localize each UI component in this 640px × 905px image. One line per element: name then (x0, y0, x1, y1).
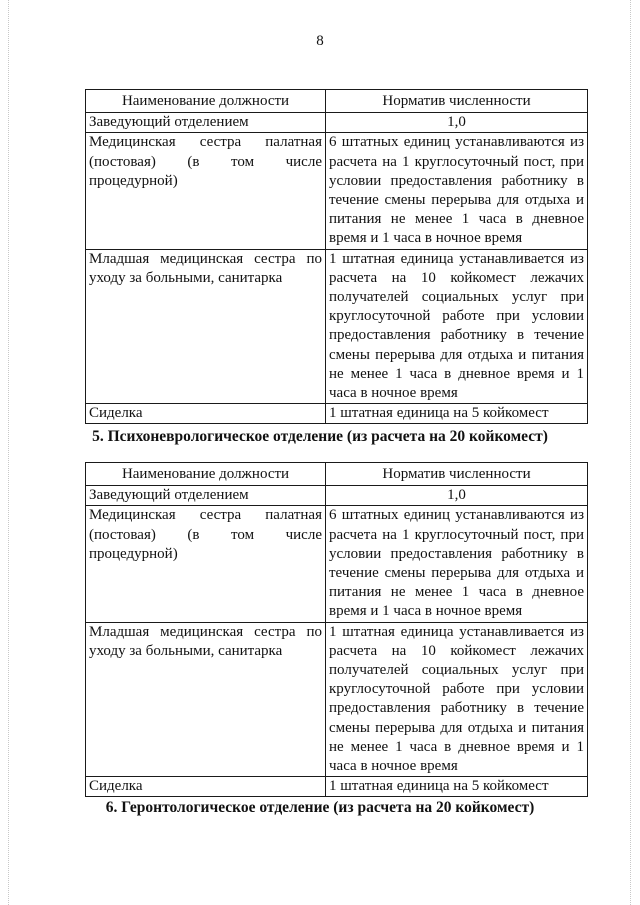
staffing-table-2 (85, 462, 588, 797)
table-row (86, 506, 588, 622)
position-cell: Медицинская сестра палатная (постовая) (в том числе процедурной) (86, 506, 326, 622)
header-norm: Норматив численности (326, 463, 588, 486)
position-cell: Сиделка (86, 777, 326, 797)
norm-cell: 1,0 (326, 113, 588, 133)
position-cell: Заведующий отделением (86, 486, 326, 506)
table-row (86, 133, 588, 249)
section-heading-5: 5. Психоневрологическое отделение (из расчета на 20 койкомест) (92, 428, 548, 445)
position-cell: Младшая медицинская сестра по уходу за больными, санитарка (86, 622, 326, 777)
norm-cell: 6 штатных единиц устанавливаются из расчета на 1 круглосуточный пост, при условии предоставления работнику в течение смены перерыва для отдыха и питания не менее 1 часа в дневное время и 1 часа в ночное время (326, 133, 588, 249)
header-position: Наименование должности (86, 90, 326, 113)
section-heading-6: 6. Геронтологическое отделение (из расчета на 20 койкомест) (105, 799, 535, 816)
table-row (86, 113, 588, 133)
table-row (86, 777, 588, 797)
table-header-row (86, 90, 588, 113)
norm-cell: 1 штатная единица устанавливается из расчета на 10 койкомест лежачих получателей социальных услуг при круглосуточной работе при условии предоставления работнику в течение смены перерыва для отдыха и питания не менее 1 часа в дневное время и 1 часа в ночное время (326, 622, 588, 777)
staffing-table-1 (85, 89, 588, 424)
norm-cell: 1 штатная единица на 5 койкомест (326, 777, 588, 797)
norm-cell: 6 штатных единиц устанавливаются из расчета на 1 круглосуточный пост, при условии предоставления работнику в течение смены перерыва для отдыха и питания не менее 1 часа в дневное время и 1 часа в ночное время (326, 506, 588, 622)
norm-cell: 1 штатная единица устанавливается из расчета на 10 койкомест лежачих получателей социальных услуг при круглосуточной работе при условии предоставления работнику в течение смены перерыва для отдыха и питания не менее 1 часа в дневное время и 1 часа в ночное время (326, 249, 588, 404)
position-cell: Заведующий отделением (86, 113, 326, 133)
table-header-row (86, 463, 588, 486)
position-cell: Медицинская сестра палатная (постовая) (в том числе процедурной) (86, 133, 326, 249)
right-margin-dots (630, 0, 631, 905)
norm-cell: 1,0 (326, 486, 588, 506)
header-norm: Норматив численности (326, 90, 588, 113)
table-row (86, 249, 588, 404)
page-number: 8 (316, 33, 324, 49)
norm-cell: 1 штатная единица на 5 койкомест (326, 404, 588, 424)
table-row (86, 404, 588, 424)
header-position: Наименование должности (86, 463, 326, 486)
table-row (86, 486, 588, 506)
position-cell: Сиделка (86, 404, 326, 424)
position-cell: Младшая медицинская сестра по уходу за больными, санитарка (86, 249, 326, 404)
left-margin-dots (8, 0, 9, 905)
table-row (86, 622, 588, 777)
